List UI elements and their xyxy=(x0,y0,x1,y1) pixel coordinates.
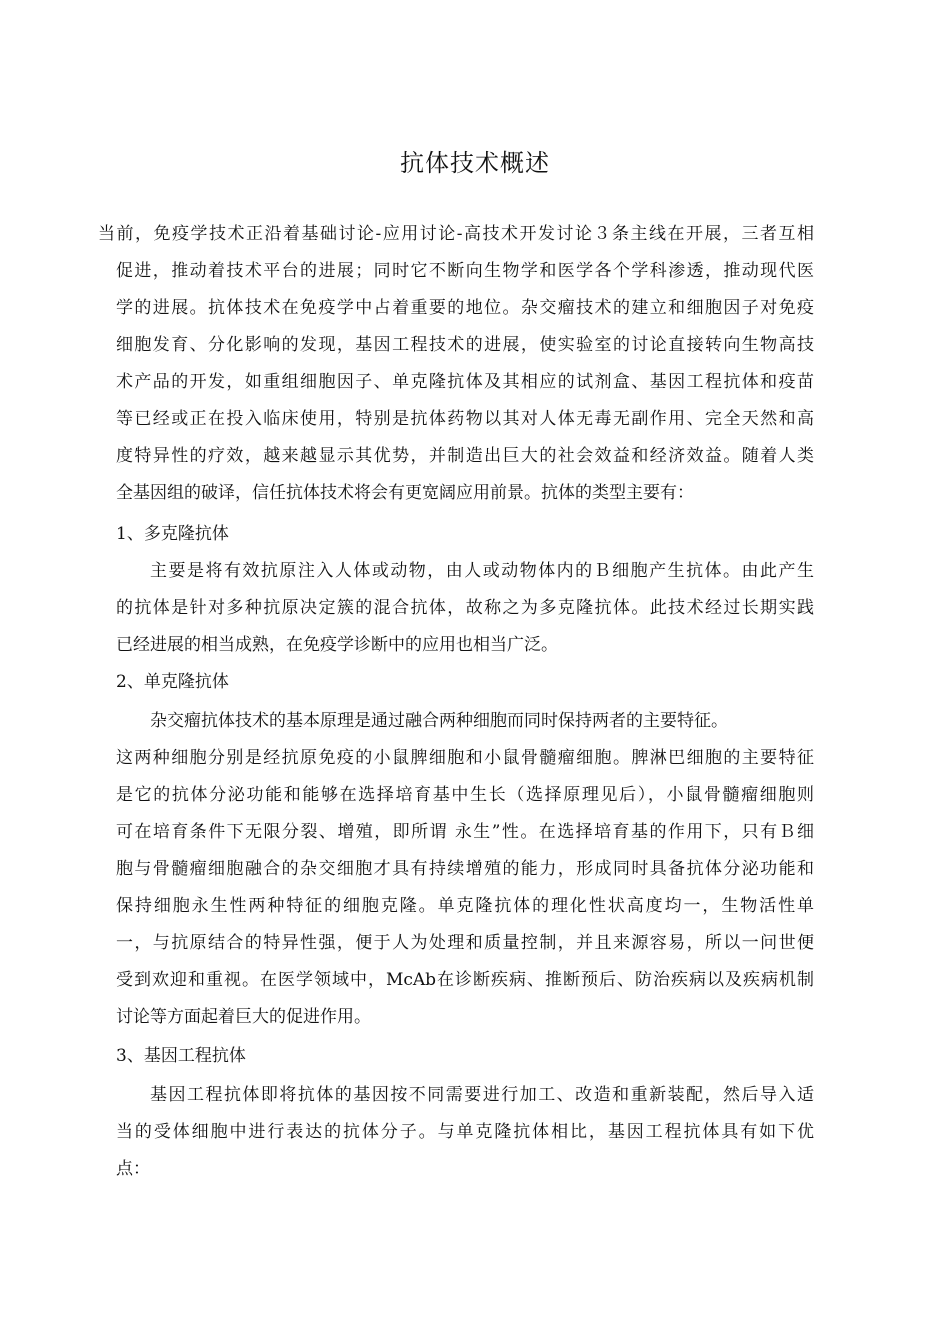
paragraph-line: 这两种细胞分别是经抗原免疫的小鼠脾细胞和小鼠骨髓瘤细胞。脾淋巴细胞的主要特征 xyxy=(116,748,814,768)
page-title: 抗体技术概述 xyxy=(400,149,550,177)
section-heading: 1、多克隆抗体 xyxy=(116,524,229,544)
intro-line: 等已经或正在投入临床使用，特别是抗体药物以其对人体无毒无副作用、完全天然和高 xyxy=(116,409,814,429)
intro-line: 细胞发育、分化影响的发现，基因工程技术的进展，使实验室的讨论直接转向生物高技 xyxy=(116,335,814,355)
paragraph-line: 点： xyxy=(116,1159,150,1179)
intro-line: 术产品的开发，如重组细胞因子、单克隆抗体及其相应的试剂盒、基因工程抗体和疫苗 xyxy=(116,372,814,392)
section-heading: 3、基因工程抗体 xyxy=(116,1046,246,1066)
intro-line: 全基因组的破译，信任抗体技术将会有更宽阔应用前景。抗体的类型主要有： xyxy=(116,483,694,503)
section-heading: 2、单克隆抗体 xyxy=(116,672,229,692)
paragraph-line: 主要是将有效抗原注入人体或动物，由人或动物体内的Ｂ细胞产生抗体。由此产生 xyxy=(150,561,814,581)
paragraph-line: 受到欢迎和重视。在医学领域中，McAb在诊断疾病、推断预后、防治疾病以及疾病机制 xyxy=(116,970,814,990)
paragraph-line: 杂交瘤抗体技术的基本原理是通过融合两种细胞而同时保持两者的主要特征。 xyxy=(150,711,728,731)
paragraph-line: 基因工程抗体即将抗体的基因按不同需要进行加工、改造和重新装配，然后导入适 xyxy=(150,1085,814,1105)
paragraph-line: 已经进展的相当成熟，在免疫学诊断中的应用也相当广泛。 xyxy=(116,635,558,655)
intro-line: 促进，推动着技术平台的进展；同时它不断向生物学和医学各个学科渗透，推动现代医 xyxy=(116,261,814,281)
intro-line: 当前，免疫学技术正沿着基础讨论-应用讨论-高技术开发讨论３条主线在开展，三者互相 xyxy=(98,224,814,244)
intro-line: 学的进展。抗体技术在免疫学中占着重要的地位。杂交瘤技术的建立和细胞因子对免疫 xyxy=(116,298,814,318)
paragraph-line: 讨论等方面起着巨大的促进作用。 xyxy=(116,1007,371,1027)
paragraph-line: 的抗体是针对多种抗原决定簇的混合抗体，故称之为多克隆抗体。此技术经过长期实践 xyxy=(116,598,814,618)
paragraph-line: 当的受体细胞中进行表达的抗体分子。与单克隆抗体相比，基因工程抗体具有如下优 xyxy=(116,1122,814,1142)
intro-line: 度特异性的疗效，越来越显示其优势，并制造出巨大的社会效益和经济效益。随着人类 xyxy=(116,446,814,466)
paragraph-line: 一，与抗原结合的特异性强，便于人为处理和质量控制，并且来源容易，所以一问世便 xyxy=(116,933,814,953)
paragraph-line: 是它的抗体分泌功能和能够在选择培育基中生长（选择原理见后），小鼠骨髓瘤细胞则 xyxy=(116,785,814,805)
paragraph-line: 可在培育条件下无限分裂、增殖，即所谓 永生”性。在选择培育基的作用下，只有Ｂ细 xyxy=(116,822,814,842)
paragraph-line: 胞与骨髓瘤细胞融合的杂交细胞才具有持续增殖的能力，形成同时具备抗体分泌功能和 xyxy=(116,859,814,879)
paragraph-line: 保持细胞永生性两种特征的细胞克隆。单克隆抗体的理化性状高度均一，生物活性单 xyxy=(116,896,814,916)
